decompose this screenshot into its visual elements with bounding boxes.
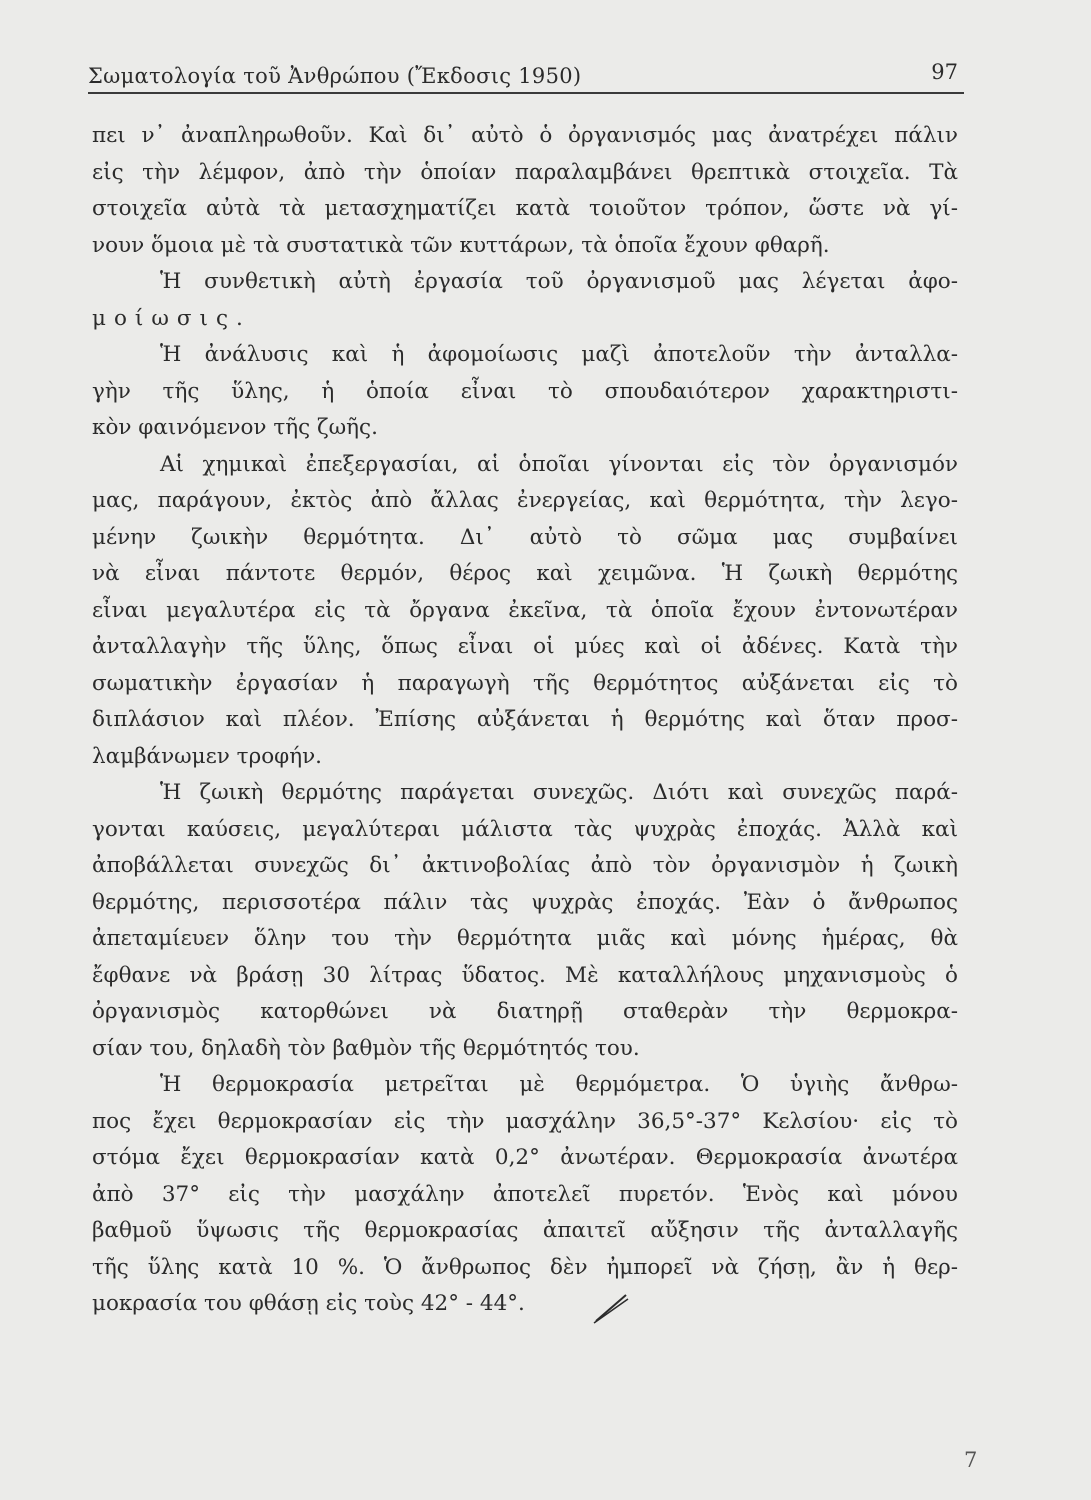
end-stroke-mark bbox=[592, 1287, 632, 1327]
text-line: εἶναι μεγαλυτέρα εἰς τὰ ὄργανα ἐκεῖνα, τὰ ὁποῖα ἔχουν ἐντονωτέραν bbox=[92, 597, 958, 623]
text-line: μοκρασία του φθάσῃ εἰς τοὺς 42° - 44°. bbox=[92, 1291, 525, 1316]
text-line: Ἡ ἀνάλυσις καὶ ἡ ἀφομοίωσις μαζὶ ἀποτελοῦν τὴν ἀνταλλα- bbox=[160, 342, 958, 367]
running-header bbox=[88, 56, 964, 94]
text-line: εἰς τὴν λέμφον, ἀπὸ τὴν ὁποίαν παραλαμβάνει θρεπτικὰ στοιχεῖα. Τὰ bbox=[92, 159, 958, 185]
header-title: Σωματολογία τοῦ Ἀνθρώπου (Ἔκδοσις 1950) bbox=[88, 64, 582, 88]
text-line: στόμα ἔχει θερμοκρασίαν κατὰ 0,2° ἀνωτέραν. Θερμοκρασία ἀνωτέρα bbox=[92, 1145, 958, 1170]
signature-number: 7 bbox=[964, 1448, 978, 1472]
text-line: Ἡ ζωικὴ θερμότης παράγεται συνεχῶς. Διότι καὶ συνεχῶς παρά- bbox=[160, 780, 958, 805]
text-line: ὀργανισμὸς κατορθώνει νὰ διατηρῇ σταθερὰν τὴν θερμοκρα- bbox=[92, 999, 958, 1024]
text-line: γὴν τῆς ὕλης, ἡ ὁποία εἶναι τὸ σπουδαιότερον χαρακτηριστι- bbox=[92, 378, 958, 404]
text-line: νουν ὅμοια μὲ τὰ συστατικὰ τῶν κυττάρων, τὰ ὁποῖα ἔχουν φθαρῆ. bbox=[92, 232, 830, 258]
text-line: γονται καύσεις, μεγαλύτεραι μάλιστα τὰς ψυχρὰς ἐποχάς. Ἀλλὰ καὶ bbox=[92, 816, 958, 842]
text-line: μοίωσις. bbox=[92, 305, 251, 331]
text-line: πει ν᾿ ἀναπληρωθοῦν. Καὶ δι᾿ αὐτὸ ὁ ὀργανισμός μας ἀνατρέχει πάλιν bbox=[92, 123, 958, 148]
text-line: νὰ εἶναι πάντοτε θερμόν, θέρος καὶ χειμῶνα. Ἡ ζωικὴ θερμότης bbox=[92, 561, 958, 586]
text-line: πος ἔχει θερμοκρασίαν εἰς τὴν μασχάλην 36,5°-37° Κελσίου· εἰς τὸ bbox=[92, 1108, 958, 1134]
text-line: σωματικὴν ἐργασίαν ἡ παραγωγὴ τῆς θερμότητος αὐξάνεται εἰς τὸ bbox=[92, 670, 958, 696]
text-line: ἀπὸ 37° εἰς τὴν μασχάλην ἀποτελεῖ πυρετόν. Ἑνὸς καὶ μόνου bbox=[92, 1181, 958, 1207]
text-line: Αἱ χημικαὶ ἐπεξεργασίαι, αἱ ὁποῖαι γίνονται εἰς τὸν ὀργανισμόν bbox=[160, 451, 958, 477]
text-line: στοιχεῖα αὐτὰ τὰ μετασχηματίζει κατὰ τοιοῦτον τρόπον, ὥστε νὰ γί- bbox=[92, 196, 958, 221]
text-line: Ἡ θερμοκρασία μετρεῖται μὲ θερμόμετρα. Ὁ ὑγιὴς ἄνθρω- bbox=[160, 1072, 958, 1097]
text-line: λαμβάνωμεν τροφήν. bbox=[92, 743, 323, 769]
text-line: τῆς ὕλης κατὰ 10 %. Ὁ ἄνθρωπος δὲν ἠμπορεῖ νὰ ζήσῃ, ἂν ἡ θερ- bbox=[92, 1254, 958, 1280]
text-line: Ἡ συνθετικὴ αὐτὴ ἐργασία τοῦ ὀργανισμοῦ μας λέγεται ἀφο- bbox=[160, 269, 958, 294]
text-line: ἀπεταμίευεν ὅλην του τὴν θερμότητα μιᾶς καὶ μόνης ἡμέρας, θὰ bbox=[92, 926, 958, 951]
text-line: ἔφθανε νὰ βράσῃ 30 λίτρας ὕδατος. Μὲ καταλλήλους μηχανισμοὺς ὁ bbox=[92, 962, 958, 988]
text-line: μας, παράγουν, ἐκτὸς ἀπὸ ἄλλας ἐνεργείας, καὶ θερμότητα, τὴν λεγο- bbox=[92, 488, 958, 513]
text-line: σίαν του, δηλαδὴ τὸν βαθμὸν τῆς θερμότητός του. bbox=[92, 1035, 640, 1061]
text-line: μένην ζωικὴν θερμότητα. Δι᾿ αὐτὸ τὸ σῶμα μας συμβαίνει bbox=[92, 524, 958, 550]
text-line: ἀνταλλαγὴν τῆς ὕλης, ὅπως εἶναι οἱ μύες καὶ οἱ ἀδένες. Κατὰ τὴν bbox=[92, 634, 958, 659]
text-line: θερμότης, περισσοτέρα πάλιν τὰς ψυχρὰς ἐποχάς. Ἐὰν ὁ ἄνθρωπος bbox=[92, 889, 958, 915]
page-number: 97 bbox=[931, 60, 958, 84]
text-line: κὸν φαινόμενον τῆς ζωῆς. bbox=[92, 415, 378, 440]
text-line: ἀποβάλλεται συνεχῶς δι᾿ ἀκτινοβολίας ἀπὸ τὸν ὀργανισμὸν ἡ ζωικὴ bbox=[92, 853, 958, 878]
text-line: διπλάσιον καὶ πλέον. Ἐπίσης αὐξάνεται ἡ θερμότης καὶ ὅταν προσ- bbox=[92, 707, 958, 732]
text-line: βαθμοῦ ὕψωσις τῆς θερμοκρασίας ἀπαιτεῖ αὔξησιν τῆς ἀνταλλαγῆς bbox=[92, 1218, 958, 1243]
body-text bbox=[92, 118, 958, 1323]
